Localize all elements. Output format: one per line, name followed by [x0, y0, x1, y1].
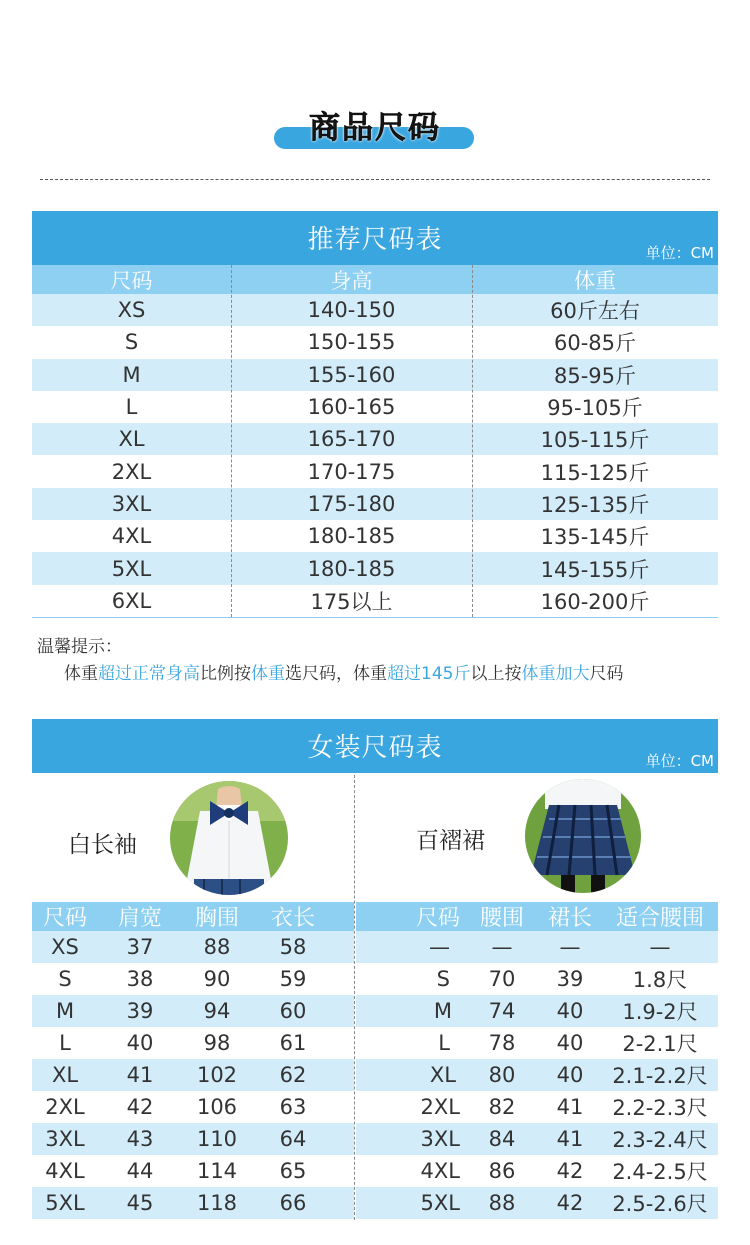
table-cell: 58 [279, 935, 307, 959]
table-cell: 85-95斤 [553, 363, 637, 388]
table-cell: 180-185 [307, 524, 396, 549]
table-cell: XL [118, 427, 145, 452]
table-cell: 98 [203, 1031, 231, 1055]
tip-highlight: 体重加大 [521, 664, 590, 684]
table-cell: 88 [203, 935, 231, 959]
table-cell: 84 [488, 1127, 516, 1151]
table-cell: 64 [279, 1127, 307, 1151]
table-cell: 74 [488, 999, 516, 1023]
table-bottom-rule [32, 617, 718, 618]
table-cell: 1.9-2尺 [622, 1000, 698, 1024]
table-cell: 5XL [45, 1191, 85, 1215]
header-cell: 体重 [574, 268, 616, 293]
table-cell: 90 [203, 967, 231, 991]
table-cell: 165-170 [307, 427, 396, 452]
table-cell: L [59, 1031, 71, 1055]
table-cell: 61 [279, 1031, 307, 1055]
page-title-block [270, 102, 480, 152]
table-row [356, 1027, 718, 1059]
table-header-row [32, 265, 718, 294]
table-cell: 2XL [45, 1095, 85, 1119]
table-cell: 140-150 [307, 298, 396, 323]
table-cell: 175-180 [307, 491, 396, 516]
skirt-photo [525, 779, 641, 893]
header-cell: 胸围 [194, 906, 239, 931]
table-cell: 4XL [45, 1159, 85, 1183]
table-cell: 4XL [111, 524, 152, 549]
table-cell: 2.2-2.3尺 [612, 1096, 708, 1120]
table-cell: 155-160 [307, 362, 396, 387]
table-cell: 42 [556, 1191, 584, 1215]
table-cell: 80 [488, 1063, 516, 1087]
tip-highlight: 超过正常身高 [98, 664, 200, 684]
table-cell: 135-145斤 [540, 525, 650, 550]
table-row [32, 455, 718, 487]
table-row [32, 488, 718, 520]
header-cell: 肩宽 [117, 906, 162, 931]
table-cell: S [124, 330, 139, 355]
table-cell: 1.8尺 [632, 968, 688, 992]
recommend-unit: 单位：CM [645, 244, 714, 262]
table-cell: 45 [126, 1191, 154, 1215]
table-cell: 60斤左右 [550, 299, 640, 324]
table-cell: 125-135斤 [540, 492, 650, 517]
table-row [356, 1091, 718, 1123]
table-cell: — [559, 935, 581, 959]
table-cell: 40 [556, 1031, 584, 1055]
table-cell: 3XL [111, 491, 152, 516]
table-cell: 63 [279, 1095, 307, 1119]
table-cell: 43 [126, 1127, 154, 1151]
table-row [356, 995, 718, 1027]
table-cell: 78 [488, 1031, 516, 1055]
table-cell: 180-185 [307, 556, 396, 581]
recommend-title: 推荐尺码表 [307, 225, 443, 255]
table-cell: 102 [196, 1063, 238, 1087]
table-cell: 39 [126, 999, 154, 1023]
table-cell: 41 [126, 1063, 154, 1087]
table-cell: 2XL [420, 1095, 460, 1119]
header-cell: 腰围 [479, 906, 524, 931]
tip-part: 选尺码，体重 [285, 664, 387, 684]
table-cell: XL [51, 1063, 79, 1087]
table-cell: M [122, 362, 141, 387]
table-cell: 4XL [420, 1159, 460, 1183]
table-row [32, 294, 718, 326]
table-row [32, 931, 354, 963]
table-cell: 39 [556, 967, 584, 991]
tip-part: 比例按 [200, 664, 251, 684]
table-cell: 110 [196, 1127, 238, 1151]
recommend-table [32, 265, 718, 617]
table-row [32, 1091, 354, 1123]
table-cell: 86 [488, 1159, 516, 1183]
table-row [356, 1187, 718, 1219]
women-header [32, 719, 718, 773]
table-cell: — [491, 935, 513, 959]
recommend-header [32, 211, 718, 265]
skirt-size-table [356, 902, 718, 1219]
table-cell: 42 [126, 1095, 154, 1119]
table-cell: 150-155 [307, 330, 396, 355]
tip-highlight: 体重 [251, 664, 285, 684]
table-cell: 59 [279, 967, 307, 991]
table-row [356, 1155, 718, 1187]
table-row [32, 995, 354, 1027]
header-cell: 尺码 [42, 906, 87, 931]
table-cell: 160-200斤 [540, 589, 650, 614]
table-cell: M [55, 999, 75, 1023]
table-cell: 106 [196, 1095, 238, 1119]
table-cell: 65 [279, 1159, 307, 1183]
table-cell: L [438, 1031, 450, 1055]
table-cell: 2.4-2.5尺 [612, 1160, 708, 1184]
table-row [32, 1123, 354, 1155]
page-title: 商品尺码 [309, 110, 441, 146]
tip-label: 温馨提示： [37, 637, 122, 657]
table-cell: 82 [488, 1095, 516, 1119]
table-cell: 118 [196, 1191, 238, 1215]
table-row [32, 585, 718, 617]
table-cell: 6XL [111, 588, 152, 613]
table-row [356, 931, 718, 963]
table-header-row [356, 902, 718, 931]
table-cell: 70 [488, 967, 516, 991]
table-header-row [32, 902, 354, 931]
table-row [32, 1059, 354, 1091]
table-cell: M [433, 999, 452, 1023]
header-cell: 裙长 [547, 906, 592, 931]
table-cell: L [125, 395, 138, 420]
table-row [356, 1059, 718, 1091]
title-divider [40, 179, 710, 180]
table-cell: 95-105斤 [547, 396, 643, 421]
table-row [32, 391, 718, 423]
tip-part: 尺码 [589, 664, 624, 684]
tip-part: 以上按 [470, 664, 522, 684]
shirt-size-table [32, 902, 354, 1219]
table-cell: XS [117, 298, 146, 323]
table-cell: S [58, 967, 72, 991]
table-cell: 175以上 [310, 589, 393, 614]
table-row [32, 520, 718, 552]
table-row [32, 326, 718, 358]
table-cell: 94 [203, 999, 231, 1023]
table-cell: 145-155斤 [540, 557, 650, 582]
table-cell: 88 [488, 1191, 516, 1215]
header-cell: 尺码 [110, 268, 153, 293]
column-divider [231, 265, 232, 617]
table-cell: 62 [279, 1063, 307, 1087]
women-unit: 单位：CM [645, 752, 714, 770]
table-cell: 41 [556, 1095, 584, 1119]
table-cell: XS [51, 935, 79, 959]
table-cell: 5XL [420, 1191, 460, 1215]
table-cell: 2XL [111, 459, 152, 484]
table-cell: 170-175 [307, 459, 396, 484]
table-cell: S [436, 967, 450, 991]
table-row [32, 1155, 354, 1187]
table-cell: 115-125斤 [540, 460, 650, 485]
skirt-name: 百褶裙 [416, 828, 485, 854]
table-row [32, 359, 718, 391]
table-cell: — [429, 935, 450, 959]
shirt-photo [170, 781, 288, 895]
table-cell: 114 [196, 1159, 238, 1183]
table-cell: 66 [279, 1191, 307, 1215]
table-cell: 44 [126, 1159, 154, 1183]
table-cell: 2.5-2.6尺 [612, 1192, 708, 1216]
table-row [32, 963, 354, 995]
table-row [32, 1187, 354, 1219]
women-title: 女装尺码表 [307, 733, 443, 763]
table-cell: 40 [126, 1031, 154, 1055]
header-cell: 身高 [330, 268, 373, 293]
table-cell: 38 [126, 967, 154, 991]
table-row [356, 963, 718, 995]
table-cell: 40 [556, 1063, 584, 1087]
table-cell: 5XL [111, 556, 152, 581]
table-cell: 37 [126, 935, 154, 959]
table-cell: 105-115斤 [540, 428, 650, 453]
header-cell: 适合腰围 [615, 906, 704, 931]
shirt-name: 白长袖 [68, 832, 137, 858]
table-cell: 2.1-2.2尺 [612, 1064, 708, 1088]
table-row [32, 1027, 354, 1059]
table-cell: 3XL [420, 1127, 460, 1151]
table-row [32, 423, 718, 455]
table-cell: 40 [556, 999, 584, 1023]
table-cell: — [649, 935, 671, 959]
table-row [32, 552, 718, 584]
table-cell: 60 [279, 999, 307, 1023]
tip-part: 体重 [64, 664, 98, 684]
header-cell: 衣长 [270, 906, 315, 931]
header-cell: 尺码 [415, 906, 460, 931]
table-cell: 41 [556, 1127, 584, 1151]
table-cell: 2-2.1尺 [622, 1032, 698, 1056]
table-cell: 60-85斤 [553, 331, 637, 356]
table-cell: 42 [556, 1159, 584, 1183]
tip-text [64, 659, 623, 684]
table-cell: XL [429, 1063, 456, 1087]
tip-highlight: 超过145斤 [387, 664, 471, 684]
table-cell: 3XL [45, 1127, 85, 1151]
table-cell: 2.3-2.4尺 [612, 1128, 708, 1152]
section-divider [354, 775, 355, 1220]
table-row [356, 1123, 718, 1155]
column-divider [472, 265, 473, 617]
table-cell: 160-165 [307, 395, 396, 420]
